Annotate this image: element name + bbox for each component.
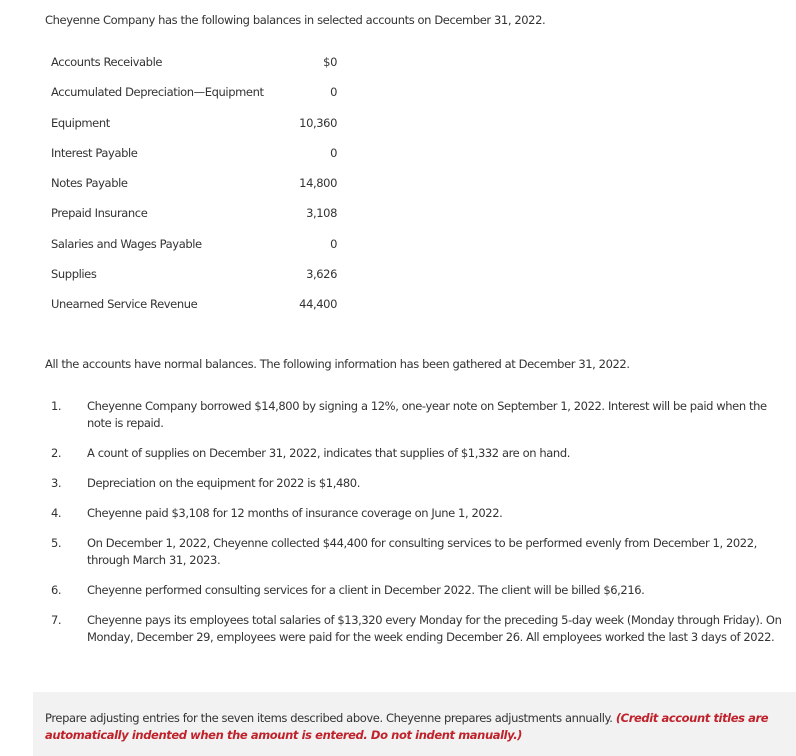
item-text: Depreciation on the equipment for 2022 is $1,480. xyxy=(87,476,360,490)
account-amount: 0 xyxy=(330,85,337,100)
item-number: 5. xyxy=(51,536,62,550)
account-amount: 0 xyxy=(330,236,337,251)
account-row xyxy=(45,290,349,320)
item-number: 7. xyxy=(51,613,62,627)
account-row xyxy=(45,48,349,78)
item-number: 1. xyxy=(51,399,62,413)
account-name: Equipment xyxy=(51,115,110,130)
account-name: Supplies xyxy=(51,267,97,282)
list-item xyxy=(45,398,785,432)
item-number: 2. xyxy=(51,446,62,460)
account-amount: 14,800 xyxy=(299,176,337,191)
instructions-text xyxy=(45,710,785,744)
account-amount: 3,108 xyxy=(306,206,337,221)
account-row xyxy=(45,169,349,199)
item-number: 4. xyxy=(51,506,62,520)
item-number: 6. xyxy=(51,583,62,597)
item-text: On December 1, 2022, Cheyenne collected $44,400 for consulting services to be performed evenly from December 1, 2022, through March 31, 2023. xyxy=(87,536,757,567)
instructions-note: (Credit account titles are automatically indented when the amount is entered. Do not indent manually.) xyxy=(45,711,769,742)
account-amount: 3,626 xyxy=(306,267,337,282)
account-name: Interest Payable xyxy=(51,145,138,160)
list-item xyxy=(45,505,785,522)
list-item xyxy=(45,475,785,492)
account-row xyxy=(45,78,349,108)
account-row xyxy=(45,109,349,139)
account-row xyxy=(45,260,349,290)
account-amount: $0 xyxy=(323,55,337,69)
instructions-panel xyxy=(33,692,796,756)
item-text: Cheyenne pays its employees total salaries of $13,320 every Monday for the preceding 5-day week (Monday through Friday). On Monday, December 29, employees were paid for the week ending December 26. All employees worked the last 3 days of 2022. xyxy=(87,613,782,644)
item-text: A count of supplies on December 31, 2022, indicates that supplies of $1,332 are on hand. xyxy=(87,446,570,460)
account-name: Accounts Receivable xyxy=(51,55,163,69)
account-name: Unearned Service Revenue xyxy=(51,297,198,312)
account-row xyxy=(45,139,349,169)
info-text: All the accounts have normal balances. The following information has been gathered at December 31, 2022. xyxy=(45,357,630,371)
account-name: Salaries and Wages Payable xyxy=(51,236,202,251)
intro-text: Cheyenne Company has the following balances in selected accounts on December 31, 2022. xyxy=(45,13,546,27)
account-row xyxy=(45,199,349,229)
account-amount: 10,360 xyxy=(299,115,337,130)
account-row xyxy=(45,230,349,260)
account-amount: 0 xyxy=(330,145,337,160)
account-balances-table xyxy=(45,48,349,321)
item-number: 3. xyxy=(51,476,62,490)
account-name: Notes Payable xyxy=(51,176,128,191)
item-text: Cheyenne performed consulting services for a client in December 2022. The client will be billed $6,216. xyxy=(87,583,645,597)
list-item xyxy=(45,445,785,462)
instructions-main: Prepare adjusting entries for the seven items described above. Cheyenne prepares adjustments annually. xyxy=(45,711,613,725)
list-item xyxy=(45,582,785,599)
account-name: Prepaid Insurance xyxy=(51,206,148,221)
information-list xyxy=(45,398,785,659)
item-text: Cheyenne Company borrowed $14,800 by signing a 12%, one-year note on September 1, 2022. Interest will be paid when the note is repaid. xyxy=(87,399,767,430)
list-item xyxy=(45,612,785,646)
account-name: Accumulated Depreciation—Equipment xyxy=(51,85,264,100)
account-amount: 44,400 xyxy=(299,297,337,312)
item-text: Cheyenne paid $3,108 for 12 months of insurance coverage on June 1, 2022. xyxy=(87,506,503,520)
list-item xyxy=(45,535,785,569)
